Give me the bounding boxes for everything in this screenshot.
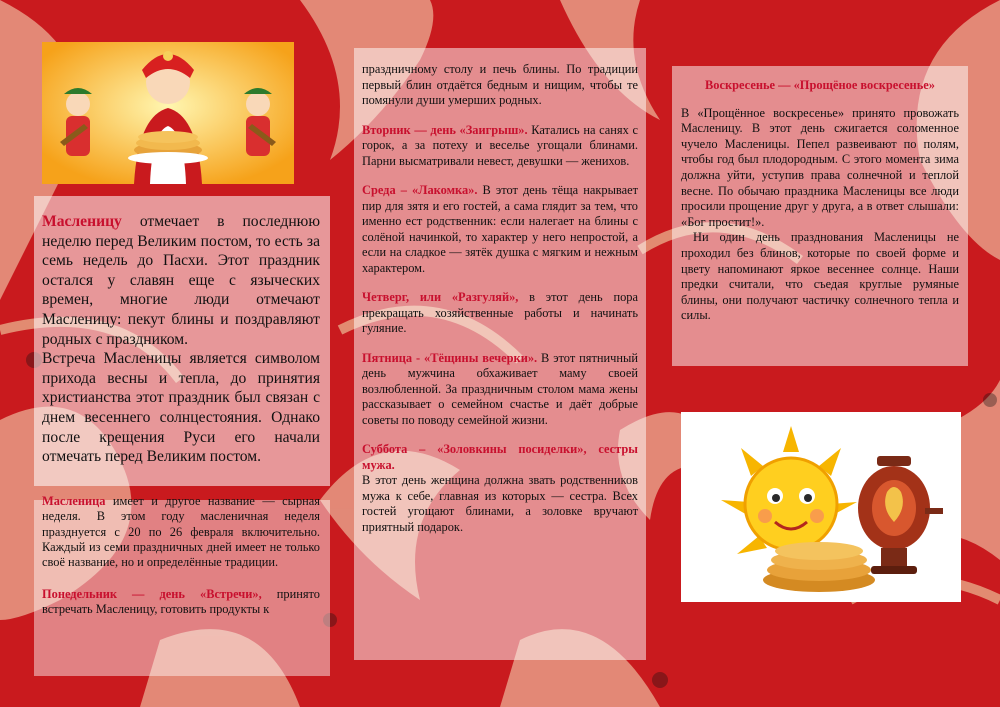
wednesday-text: В этот день тёща накрывает пир для зятя и его гостей, а сама глядит за тем, что именно ест родственник: если налегает на блины с солёной начинкой, то характер у него непростой, а если на сладкое — зятёк душка с мягким и нежным характером.: [362, 183, 638, 275]
intro-text-2: Встреча Масленицы является символом прихода весны и тепла, до принятия христианства этот праздник был связан с днем весеннего солнцестояния. Однако после крещения Руси его начали отмечать перед Великим постом.: [42, 350, 320, 466]
right-column: [681, 78, 959, 324]
tuesday-text: Катались на санях с горок, а за потеху и веселье угощали блинами. Парни высматривали невест, девушки — женихов.: [362, 122, 638, 168]
tuesday-title: Вторник — день «Заигрыш».: [362, 122, 528, 137]
intro-lead: Масленицу: [42, 213, 122, 230]
saturday-paragraph: [362, 442, 638, 535]
monday-continued: праздничному столу и печь блины. По традиции первый блин отдаётся бедным и нищим, чтобы те помянули души умерших родных.: [362, 62, 638, 107]
alt-name-title: Масленица: [42, 493, 106, 508]
thursday-paragraph: [362, 290, 638, 337]
intro-text: отмечает в последнюю неделю перед Великим постом, то есть за семь недель до Пасхи. Этот праздник остался у славян еще с языческих времен, многие люди отмечают Масленицу: пекут блины и поздравляют родных с праздником.: [42, 213, 320, 348]
friday-paragraph: [362, 351, 638, 429]
sunday-title: Воскресенье — «Прощёное воскресенье»: [705, 78, 935, 92]
closing-paragraph: Ни один день празднования Масленицы не проходил без блинов, которые по своей форме и цвету напоминают яркое весеннее солнце. Наши предки считали, что съедая круглые румяные блины, они получают частичку солнечного тепла и силы.: [681, 230, 959, 323]
intro-paragraph: [42, 212, 320, 467]
wednesday-paragraph: [362, 183, 638, 276]
saturday-text: В этот день женщина должна звать родственников мужа к себе, главная из которых — сестра. Всех гостей угощают блинами, а золовке вручают приятный подарок.: [362, 473, 638, 534]
middle-column: [362, 62, 638, 535]
alt-name-paragraph: [42, 494, 320, 571]
sunday-text: В «Прощённое воскресенье» принято провожать Масленицу. В этот день сжигается соломенное чучело Масленицы. Пепел развеивают по полям, чтобы год был плодородным. С этого момента зима должна уйти, уступив права солнечной и теплой весне. По обычаю праздника Масленицы все люди просили прощение друг у друга, а в ответ слышали: «Бог простит!».: [681, 105, 959, 229]
left-column: [42, 212, 320, 618]
friday-title: Пятница - «Тёщины вечерки».: [362, 350, 538, 365]
wednesday-title: Среда – «Лакомка».: [362, 183, 478, 197]
illustration-maslenitsa-woman: [42, 42, 294, 184]
monday-paragraph: [42, 587, 320, 618]
saturday-title: Суббота – «Золовкины посиделки», сестры мужа.: [362, 442, 638, 472]
illustration-sun-samovar-pancakes: [681, 412, 961, 602]
thursday-title: Четверг, или «Разгуляй»,: [362, 290, 519, 304]
alt-name-text: имеет и другое название — сырная неделя. В этом году масленичная неделя празднуется с 20 по 26 февраля включительно. Каждый из семи праздничных дней имеет не только своё название, но и определённые традиции.: [42, 493, 320, 570]
monday-text: принято встречать Масленицу, готовить продукты к: [42, 586, 320, 617]
monday-title: Понедельник — день «Встречи»,: [42, 586, 262, 601]
friday-text: В этот пятничный день мужчина обхаживает маму своей возлюбленной. За праздничным столом мама жены рассказывает о семейном счастье и даёт добрые советы по поводу семейной жизни.: [362, 350, 638, 427]
tuesday-paragraph: [362, 123, 638, 170]
thursday-text: в этот день пора прекращать хозяйственные работы и начинать гуляние.: [362, 290, 638, 335]
